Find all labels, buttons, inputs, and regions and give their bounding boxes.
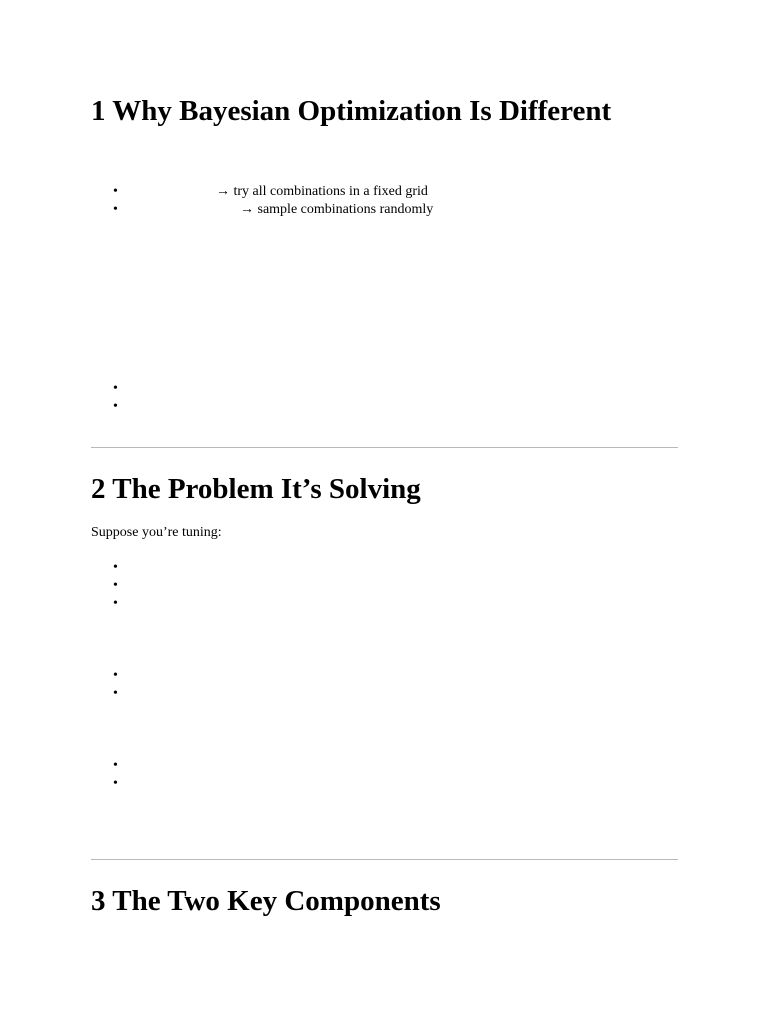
bullet-marker: • <box>113 668 118 683</box>
bullet-marker: • <box>113 399 118 414</box>
bullet-marker: • <box>113 184 118 199</box>
section-divider <box>91 859 678 860</box>
list-item-text: → sample combinations randomly <box>240 202 434 217</box>
bullet-marker: • <box>113 776 118 791</box>
section-2-intro: Suppose you’re tuning: <box>91 525 222 540</box>
bullet-marker: • <box>113 560 118 575</box>
bullet-marker: • <box>113 202 118 217</box>
bullet-marker: • <box>113 758 118 773</box>
section-1-heading: 1 Why Bayesian Optimization Is Different <box>91 95 612 127</box>
bullet-marker: • <box>113 596 118 611</box>
bullet-marker: • <box>113 578 118 593</box>
section-2-heading: 2 The Problem It’s Solving <box>91 473 421 505</box>
list-item-text: → try all combinations in a fixed grid <box>216 184 428 199</box>
section-divider <box>91 447 678 448</box>
bullet-marker: • <box>113 686 118 701</box>
section-3-heading: 3 The Two Key Components <box>91 885 441 917</box>
bullet-marker: • <box>113 381 118 396</box>
